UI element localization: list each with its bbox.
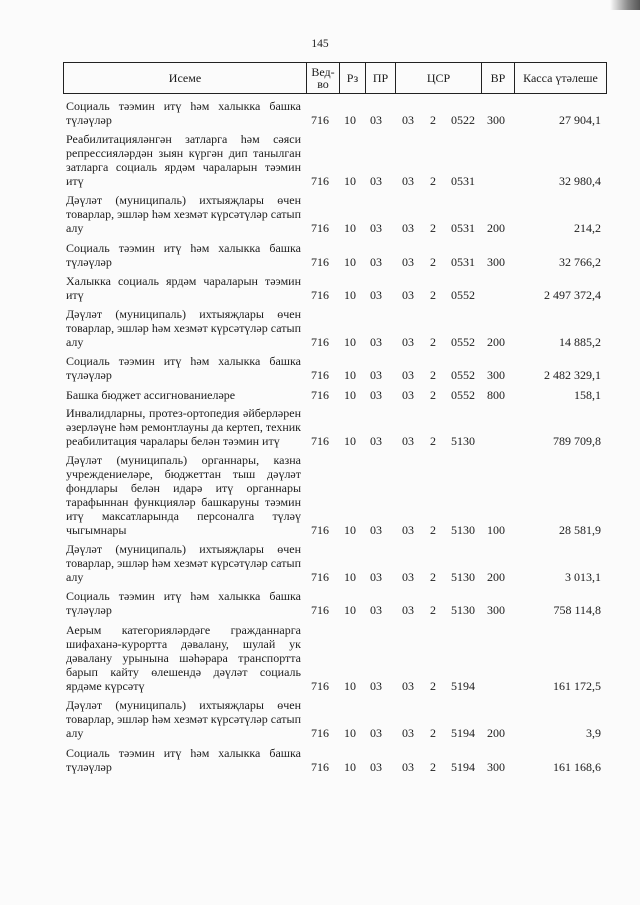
cell-c1: 03 [402,255,414,269]
cell-sum: 32 980,4 [559,174,601,188]
cell-sum: 28 581,9 [559,523,601,537]
cell-c3: 5130 [451,603,475,617]
cell-sum: 161 168,6 [553,760,601,774]
cell-rz: 10 [344,221,356,235]
cell-rz: 10 [344,434,356,448]
cell-vr: 300 [487,760,505,774]
row-name: Дәүләт (муниципаль) ихтыяҗлары өчен товарлар, эшләр һәм хезмәт күрсәтүләр сатып алу [66,193,301,235]
cell-ved: 716 [311,603,329,617]
cell-sum: 3,9 [586,726,601,740]
row-name: Халыкка социаль ярдәм чараларын тәэмин итү [66,274,301,302]
table-row [63,274,607,302]
cell-ved: 716 [311,255,329,269]
cell-rz: 10 [344,523,356,537]
table-row [63,698,607,740]
cell-ved: 716 [311,368,329,382]
cell-c3: 0552 [451,288,475,302]
cell-vr: 300 [487,368,505,382]
cell-c1: 03 [402,679,414,693]
cell-c2: 2 [430,570,436,584]
table-row [63,623,607,693]
cell-c1: 03 [402,388,414,402]
header-name: Исеме [168,71,202,85]
table-row [63,132,607,188]
cell-c2: 2 [430,113,436,127]
cell-ved: 716 [311,335,329,349]
cell-c3: 5194 [451,679,475,693]
cell-c3: 0531 [451,221,475,235]
cell-c1: 03 [402,570,414,584]
table-row [63,589,607,617]
cell-pr: 03 [370,255,382,269]
header-csr: ЦСР [395,63,481,93]
table-row [63,99,607,127]
cell-pr: 03 [370,288,382,302]
cell-rz: 10 [344,388,356,402]
cell-vr: 200 [487,570,505,584]
row-name: Дәүләт (муниципаль) ихтыяҗлары өчен товарлар, эшләр һәм хезмәт күрсәтүләр сатып алу [66,698,301,740]
cell-c3: 5130 [451,434,475,448]
cell-pr: 03 [370,523,382,537]
cell-ved: 716 [311,174,329,188]
cell-vr: 300 [487,603,505,617]
cell-ved: 716 [311,679,329,693]
cell-sum: 161 172,5 [553,679,601,693]
cell-rz: 10 [344,174,356,188]
cell-rz: 10 [344,726,356,740]
cell-vr: 800 [487,388,505,402]
cell-ved: 716 [311,434,329,448]
cell-ved: 716 [311,570,329,584]
cell-c1: 03 [402,335,414,349]
table-header [63,62,607,94]
cell-ved: 716 [311,288,329,302]
cell-c2: 2 [430,255,436,269]
cell-c2: 2 [430,679,436,693]
cell-ved: 716 [311,726,329,740]
cell-pr: 03 [370,221,382,235]
cell-c1: 03 [402,174,414,188]
cell-sum: 32 766,2 [559,255,601,269]
cell-c1: 03 [402,368,414,382]
cell-c2: 2 [430,335,436,349]
table-row [63,746,607,774]
cell-sum: 2 497 372,4 [544,288,601,302]
table-row [63,406,607,448]
cell-pr: 03 [370,388,382,402]
cell-pr: 03 [370,113,382,127]
cell-vr: 100 [487,523,505,537]
cell-c3: 0552 [451,335,475,349]
row-name: Социаль тәэмин итү һәм халыкка башка түләүләр [66,746,301,774]
cell-c1: 03 [402,760,414,774]
row-name: Инвалидларны, протез-ортопедия әйберләрен әзерләүне һәм ремонтлауны да кертеп, техник реабилитация чаралары белән тәэмин итү [66,406,301,448]
cell-vr: 200 [487,726,505,740]
budget-table [63,62,607,774]
cell-c2: 2 [430,288,436,302]
cell-ved: 716 [311,388,329,402]
row-name: Социаль тәэмин итү һәм халыкка башка түләүләр [66,354,301,382]
cell-pr: 03 [370,603,382,617]
cell-vr: 300 [487,255,505,269]
row-name: Аерым категорияләрдәге гражданнарга шифаханә-курортта дәвалану, шулай ук дәвалану урынына шәһәрара транспортта барып кайту өлешендә дәүләт социаль ярдәме күрсәтү [66,623,301,693]
cell-c1: 03 [402,221,414,235]
cell-c3: 0531 [451,255,475,269]
cell-sum: 27 904,1 [559,113,601,127]
cell-rz: 10 [344,113,356,127]
cell-rz: 10 [344,368,356,382]
cell-rz: 10 [344,760,356,774]
row-name: Дәүләт (муниципаль) ихтыяҗлары өчен товарлар, эшләр һәм хезмәт күрсәтүләр сатып алу [66,307,301,349]
cell-c3: 0552 [451,368,475,382]
cell-c3: 0531 [451,174,475,188]
cell-rz: 10 [344,288,356,302]
page-number: 145 [311,38,329,50]
cell-c3: 5194 [451,760,475,774]
table-row [63,388,607,402]
cell-c2: 2 [430,174,436,188]
cell-pr: 03 [370,760,382,774]
header-vr: ВР [481,63,514,93]
cell-pr: 03 [370,335,382,349]
table-row [63,354,607,382]
cell-pr: 03 [370,174,382,188]
cell-c1: 03 [402,113,414,127]
cell-pr: 03 [370,368,382,382]
cell-vr: 300 [487,113,505,127]
cell-c1: 03 [402,523,414,537]
cell-ved: 716 [311,523,329,537]
cell-c1: 03 [402,434,414,448]
cell-sum: 789 709,8 [553,434,601,448]
row-name: Социаль тәэмин итү һәм халыкка башка түләүләр [66,589,301,617]
header-ved: Вед-во [306,63,339,93]
cell-c3: 5130 [451,570,475,584]
cell-vr: 200 [487,335,505,349]
cell-pr: 03 [370,726,382,740]
cell-c3: 5130 [451,523,475,537]
row-name: Реабилитацияләнгән затларга һәм сәяси репрессияләрдән зыян күргән дип танылган затларга социаль ярдәм чараларын тәэмин итү [66,132,301,188]
cell-rz: 10 [344,255,356,269]
row-name: Башка бюджет ассигнованиеләре [66,388,236,402]
cell-c1: 03 [402,726,414,740]
cell-ved: 716 [311,221,329,235]
cell-c3: 0552 [451,388,475,402]
row-name: Социаль тәэмин итү һәм халыкка башка түләүләр [66,241,301,269]
cell-sum: 158,1 [574,388,601,402]
row-name: Социаль тәэмин итү һәм халыкка башка түләүләр [66,99,301,127]
table-row [63,542,607,584]
cell-ved: 716 [311,760,329,774]
cell-sum: 214,2 [574,221,601,235]
cell-sum: 2 482 329,1 [544,368,601,382]
scan-corner-mark [610,0,640,10]
cell-c2: 2 [430,388,436,402]
cell-ved: 716 [311,113,329,127]
cell-sum: 758 114,8 [553,603,601,617]
cell-c1: 03 [402,603,414,617]
cell-pr: 03 [370,434,382,448]
cell-pr: 03 [370,679,382,693]
cell-c2: 2 [430,603,436,617]
cell-c2: 2 [430,221,436,235]
cell-rz: 10 [344,570,356,584]
cell-c2: 2 [430,726,436,740]
cell-c2: 2 [430,760,436,774]
cell-c3: 0522 [451,113,475,127]
cell-rz: 10 [344,603,356,617]
cell-pr: 03 [370,570,382,584]
cell-rz: 10 [344,335,356,349]
cell-sum: 14 885,2 [559,335,601,349]
cell-sum: 3 013,1 [565,570,601,584]
cell-c2: 2 [430,368,436,382]
cell-c3: 5194 [451,726,475,740]
cell-rz: 10 [344,679,356,693]
table-row [63,241,607,269]
header-pr: ПР [365,63,395,93]
table-row [63,453,607,537]
row-name: Дәүләт (муниципаль) органнары, казна учреждениеләре, бюджеттан тыш дәүләт фондлары белән идарә итү органнары тарафыннан функцияләр башкаруны тәэмин итү максатларында персоналга түләү чыгымнары [66,453,301,537]
header-rz: Рз [339,63,365,93]
cell-c1: 03 [402,288,414,302]
header-kassa: Касса үтәлеше [514,63,606,93]
cell-vr: 200 [487,221,505,235]
cell-c2: 2 [430,523,436,537]
table-row [63,307,607,349]
table-row [63,193,607,235]
table-body [63,99,607,774]
cell-c2: 2 [430,434,436,448]
row-name: Дәүләт (муниципаль) ихтыяҗлары өчен товарлар, эшләр һәм хезмәт күрсәтүләр сатып алу [66,542,301,584]
